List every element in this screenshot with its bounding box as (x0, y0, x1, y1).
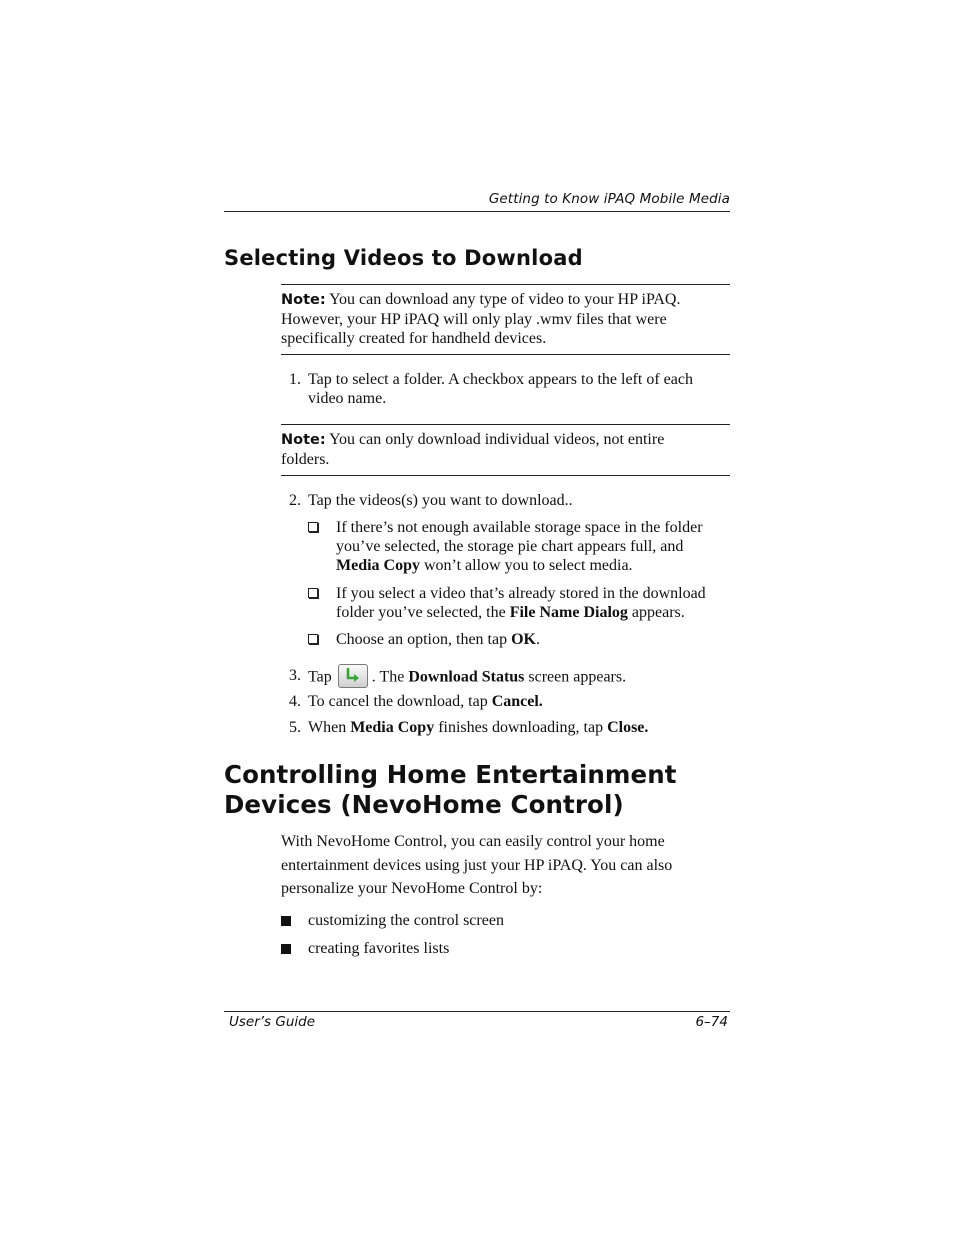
bullet-text: creating favorites lists (308, 940, 450, 957)
step-1-number: 1. (289, 371, 301, 388)
step-5-bold1: Media Copy (350, 719, 435, 736)
step-5 (281, 718, 733, 738)
step-3-mid: . The (371, 668, 409, 686)
sub1-line2: you’ve selected, the storage pie chart appears full, and (336, 538, 684, 555)
sub2-bold: File Name Dialog (509, 604, 628, 621)
checkbox-bullet-icon (308, 522, 318, 532)
note2 (281, 430, 731, 469)
section2-title-line2: Devices (NevoHome Control) (224, 790, 624, 819)
bullet-text: customizing the control screen (308, 912, 504, 929)
note1-line3: specifically created for handheld devices. (281, 330, 547, 347)
step-3-number: 3. (289, 667, 301, 684)
footer-rule (224, 1011, 730, 1012)
checkbox-bullet-icon (308, 588, 318, 598)
section-title-controlling-home (224, 760, 744, 820)
step-5-pre: When (308, 719, 351, 736)
step-3-rest: screen appears. (524, 668, 627, 686)
checkbox-bullet-icon (308, 634, 318, 644)
list-item (281, 911, 733, 931)
note2-bottom-rule (281, 475, 730, 476)
step-1 (281, 370, 733, 410)
note1 (281, 290, 731, 348)
para-line2: entertainment devices using just your HP iPAQ. You can also (281, 856, 673, 874)
step-1-line1: Tap to select a folder. A checkbox appears to the left of each (308, 371, 693, 388)
step-3-pre: Tap (308, 668, 332, 686)
step-4 (281, 692, 733, 712)
note1-line2: However, your HP iPAQ will only play .wmv files that were (281, 311, 667, 328)
section-title-selecting-videos: Selecting Videos to Download (224, 246, 583, 270)
sub1-rest: won’t allow you to select media. (420, 557, 633, 574)
section2-title-line1: Controlling Home Entertainment (224, 760, 677, 789)
step-4-bold: Cancel. (491, 693, 543, 710)
sub-item-storage (306, 518, 736, 576)
sub3-pre: Choose an option, then tap (336, 631, 512, 648)
square-bullet-icon (281, 944, 291, 954)
sub3-rest: . (535, 631, 540, 648)
note2-line2: folders. (281, 451, 330, 468)
note2-label: Note: (281, 432, 326, 448)
note1-bottom-rule (281, 354, 730, 355)
footer-page-number: 6–74 (695, 1014, 728, 1030)
running-header: Getting to Know iPAQ Mobile Media (488, 191, 730, 207)
sub2-rest: appears. (627, 604, 685, 621)
header-rule (224, 211, 730, 212)
step-2-number: 2. (289, 492, 301, 509)
section2-paragraph (281, 830, 736, 901)
para-line3: personalize your NevoHome Control by: (281, 880, 543, 897)
note1-label: Note: (281, 292, 326, 308)
step-5-number: 5. (289, 719, 301, 736)
step-3 (281, 666, 733, 692)
sub-item-file-name (306, 584, 736, 624)
para-line1: With NevoHome Control, you can easily control your home (281, 833, 665, 850)
sub2-line1: If you select a video that’s already stored in the download (336, 585, 706, 602)
step-5-bold2: Close. (607, 719, 649, 736)
step-2 (281, 491, 733, 511)
sub3-bold: OK (511, 631, 536, 648)
sub1-bold: Media Copy (336, 557, 420, 574)
step-2-text: Tap the videos(s) you want to download.. (308, 492, 573, 509)
note1-line1: You can download any type of video to your HP iPAQ. (329, 291, 681, 308)
footer-left: User’s Guide (229, 1014, 316, 1030)
note2-line1: You can only download individual videos, not entire (329, 431, 665, 448)
note2-top-rule (281, 424, 730, 425)
sub2-pre: folder you’ve selected, the (336, 604, 510, 621)
download-arrow-icon[interactable] (338, 664, 368, 688)
list-item (281, 939, 733, 959)
sub1-line1: If there’s not enough available storage space in the folder (336, 519, 703, 536)
sub-item-choose-option (306, 630, 736, 650)
step-4-number: 4. (289, 693, 301, 710)
step-1-line2: video name. (308, 390, 387, 407)
step-5-mid: finishes downloading, tap (434, 719, 608, 736)
note1-top-rule (281, 284, 730, 285)
step-4-pre: To cancel the download, tap (308, 693, 492, 710)
step-3-bold: Download Status (408, 668, 525, 686)
square-bullet-icon (281, 916, 291, 926)
